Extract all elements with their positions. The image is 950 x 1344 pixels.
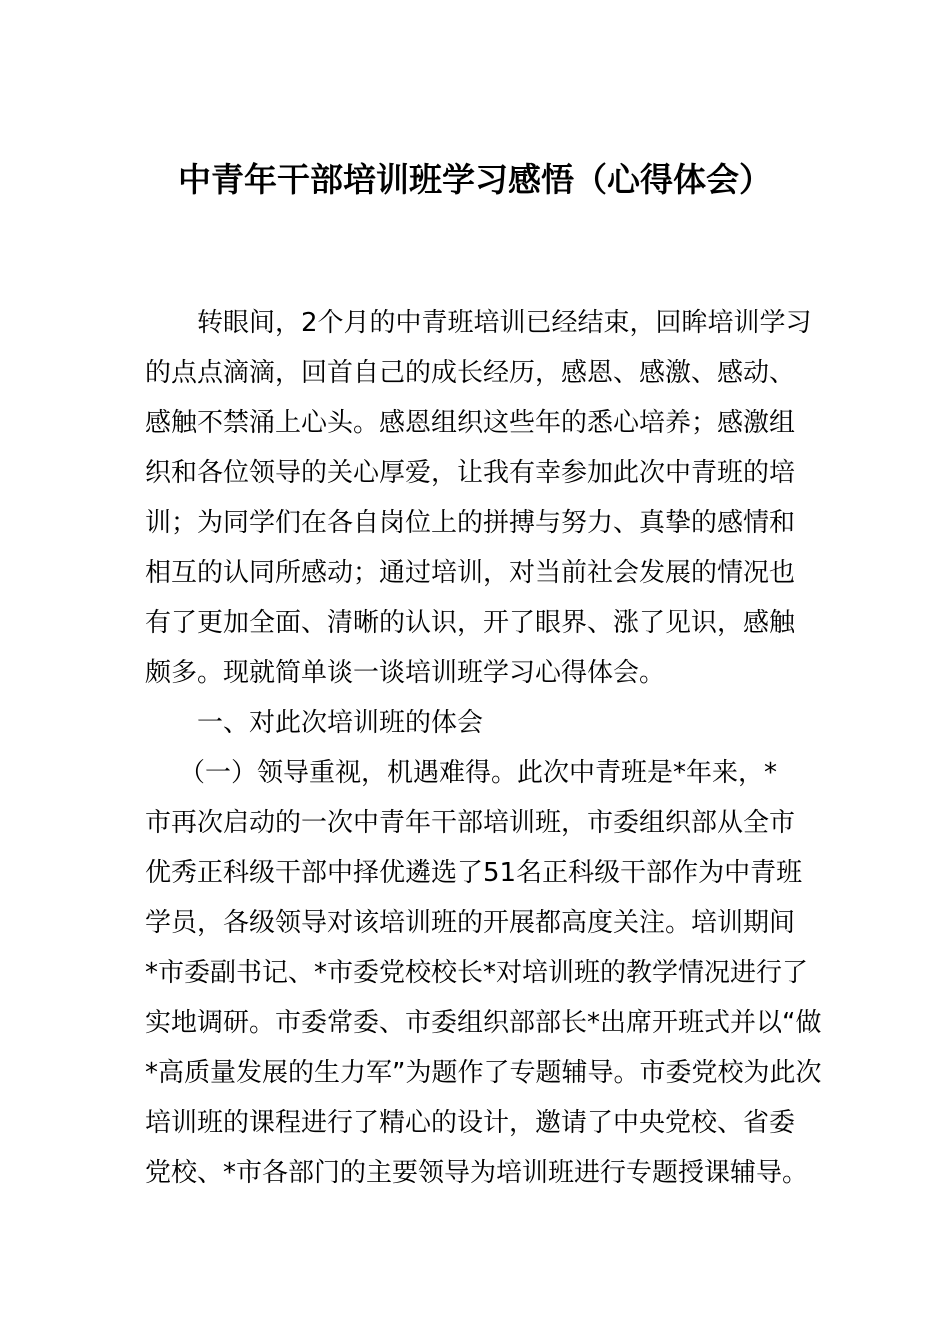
paragraph-line: 市再次启动的一次中青年干部培训班，市委组织部从全市	[145, 808, 796, 838]
paragraph-line: 有了更加全面、清晰的认识，开了眼界、涨了见识，感触	[145, 608, 796, 638]
paragraph-line: 的点点滴滴，回首自己的成长经历，感恩、感激、感动、	[145, 358, 796, 388]
paragraph-line: （一）领导重视，机遇难得。此次中青班是*年来，*	[179, 758, 778, 788]
paragraph-line: 感触不禁涌上心头。感恩组织这些年的悉心培养；感激组	[145, 408, 796, 438]
paragraph-line: 学员，各级领导对该培训班的开展都高度关注。培训期间	[145, 908, 796, 938]
section-heading: 一、对此次培训班的体会	[197, 708, 484, 738]
paragraph-line: 实地调研。市委常委、市委组织部部长*出席开班式并以“做	[145, 1008, 822, 1038]
paragraph-line: 转眼间，2个月的中青班培训已经结束，回眸培训学习	[197, 308, 812, 338]
paragraph-line: 织和各位领导的关心厚爱，让我有幸参加此次中青班的培	[145, 458, 796, 488]
document-title: 中青年干部培训班学习感悟（心得体会）	[178, 160, 772, 199]
paragraph-line: 训；为同学们在各自岗位上的拼搏与努力、真挚的感情和	[145, 508, 796, 538]
paragraph-line: 颇多。现就简单谈一谈培训班学习心得体会。	[145, 658, 666, 688]
paragraph-line: 优秀正科级干部中择优遴选了51名正科级干部作为中青班	[145, 858, 803, 888]
paragraph-line: 相互的认同所感动；通过培训，对当前社会发展的情况也	[145, 558, 796, 588]
paragraph-line: 党校、*市各部门的主要领导为培训班进行专题授课辅导。	[145, 1158, 809, 1188]
paragraph-line: 培训班的课程进行了精心的设计，邀请了中央党校、省委	[145, 1108, 796, 1138]
paragraph-line: *市委副书记、*市委党校校长*对培训班的教学情况进行了	[145, 958, 809, 988]
document-body	[145, 298, 822, 1198]
paragraph-line: *高质量发展的生力军”为题作了专题辅导。市委党校为此次	[145, 1058, 822, 1088]
